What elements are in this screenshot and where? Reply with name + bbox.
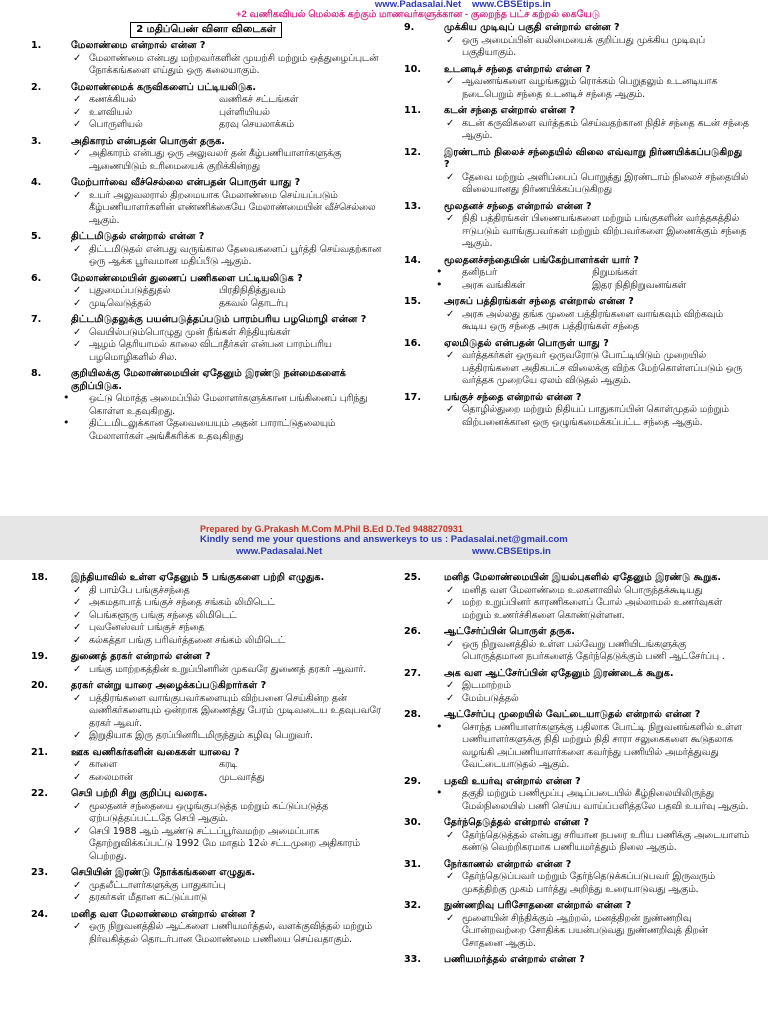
page-header: [0, 0, 768, 20]
question-number: 10.: [404, 63, 421, 75]
question-number: 9.: [404, 22, 415, 33]
answer-item: [400, 585, 750, 598]
question-number: 22.: [31, 788, 48, 799]
answer-text: புவனேஸ்வர் பங்குச் சந்தை: [89, 622, 205, 633]
check-icon: ✓: [446, 692, 455, 704]
question-text: இரண்டாம் நிலைச் சந்தையில் விலை எவ்வாறு நிர்ணயிக்கப்படுகிறது ?: [444, 146, 743, 170]
check-icon: ✓: [446, 404, 455, 415]
question: [27, 747, 385, 760]
pair-left: முடிவெடுத்தல்: [89, 297, 151, 309]
question-text: அக வள ஆட்சேர்ப்பின் ஏதேனும் இரண்டைக் கூறுக.: [444, 667, 674, 679]
check-icon: ✓: [73, 243, 82, 255]
answer-item: [27, 148, 385, 173]
check-icon: ✓: [73, 800, 82, 812]
check-icon: ✓: [73, 148, 82, 159]
question-text: ஊக வணிகர்களின் வகைகள் யாவை ?: [71, 746, 240, 758]
answer-item: [400, 913, 750, 951]
question: [27, 177, 385, 190]
answer-item: [400, 680, 750, 693]
check-icon: ✓: [73, 771, 82, 783]
check-icon: ✓: [73, 609, 82, 621]
question-number: 23.: [31, 867, 48, 878]
pair-left: அரசு வங்கிகள்: [462, 279, 526, 291]
check-icon: ✓: [73, 106, 82, 118]
question-number: 7.: [31, 314, 42, 325]
check-icon: ✓: [73, 892, 82, 903]
question-text: மனித வள மேலாண்மை என்றால் என்ன ?: [71, 908, 256, 920]
pair-right: கரடி: [219, 759, 238, 770]
check-icon: ✓: [446, 871, 455, 882]
question-text: மேலாண்மை என்றால் என்ன ?: [71, 40, 206, 51]
question: [400, 296, 750, 309]
answer-item: [27, 418, 385, 443]
answer-item: [27, 327, 385, 340]
answer-item: [400, 76, 750, 101]
answer-text: தேர்ந்தெடுத்தல் என்பது சரியான நபரை உரிய பணிக்கு அடையாளம் கண்டு வெற்றிகரமாக பணியமர்த்தும் நிலை ஆகும்.: [462, 829, 750, 853]
question: [400, 900, 750, 913]
answer-item: [27, 826, 385, 864]
check-icon: ✓: [446, 597, 455, 608]
question-text: திட்டமிடுதலுக்கு பயன்படுத்தப்படும் பாரம்பரிய பழமொழி என்ன ?: [71, 314, 367, 325]
question-number: 16.: [404, 337, 421, 349]
pair-right: தகவல் தொடர்பு: [219, 297, 288, 309]
check-icon: ✓: [73, 326, 82, 338]
check-icon: ✓: [73, 921, 82, 932]
check-icon: ✓: [73, 634, 82, 646]
left-column: [27, 572, 385, 950]
answer-item: [27, 921, 385, 946]
answer-pair: [27, 285, 385, 298]
check-icon: ✓: [73, 119, 82, 130]
question-text: மேற்பார்வை வீச்செல்லை என்பதன் பொருள் யாது ?: [71, 177, 301, 188]
answer-text: உயர் அலுவலரால் திறமையாக மேலாண்மை செய்யப்படும் கீழ்பணியாளர்களின் எண்ணிக்கையே மேலாண்மையின் வீச்செல்லை ஆகும்.: [89, 189, 376, 226]
question-text: மூலதனச் சந்தை என்றால் என்ன ?: [444, 200, 592, 212]
answer-item: [27, 53, 385, 78]
question-text: மனித மேலாண்மையின் இயல்புகளில் ஏதேனும் இரண்டு கூறுக.: [444, 572, 722, 583]
question: [400, 255, 750, 268]
spacer: [27, 443, 385, 447]
question-text: மேலாண்மையின் துணைப் பணிகளை பட்டியலிடுக ?: [71, 272, 303, 284]
question: [27, 136, 385, 149]
question-text: உடனடிச் சந்தை என்றால் என்ன ?: [444, 63, 591, 75]
check-icon: ✓: [446, 308, 455, 320]
bullet-icon: •: [436, 786, 443, 799]
question: [400, 668, 750, 681]
question: [27, 40, 385, 53]
check-icon: ✓: [73, 730, 82, 741]
answer-text: சொந்த பணியாளர்களுக்கு பதிலாக போட்டி நிறுவனங்களில் உள்ள பணியாளர்களுக்கு நிதி மற்றும் நிதி சாரா சலுகைகளை கூடுதலாக வழங்கி அப்பணியாளர்களை கவர்ந்து பணியில் அமர்த்துவது வேட்டையாடுதல் ஆகும்.: [462, 721, 742, 770]
answer-item: [27, 597, 385, 610]
answer-text: வர்த்தகர்கள் ஒருவர் ஒருவரோடு போட்டியிடும் முறையில் பத்திரங்களை அதிகபட்ச விலைக்கு விற்க மேற்கொள்ளப்படும் ஒரு வர்த்தக முறையே ஏலம் விடுதல் ஆகும்.: [462, 350, 743, 386]
question: [400, 572, 750, 585]
answer-item: [27, 610, 385, 623]
check-icon: ✓: [73, 189, 82, 201]
document-page-2: [0, 560, 768, 1024]
question-number: 28.: [404, 709, 421, 720]
answer-text: நிதி பத்திரங்கள் பிணையங்களை மற்றும் பங்குகளின் வர்த்தகத்தில் ஈடுபடும் வாங்குபவர்கள் மற்றும் விற்பவர்களை இணைக்கும் சந்தை ஆகும்.: [462, 213, 747, 249]
question: [27, 788, 385, 801]
spacer: [400, 429, 750, 433]
check-icon: ✓: [73, 339, 82, 350]
question: [400, 22, 750, 35]
answer-text: தரகர்கள் மீதான கட்டுப்பாடு: [89, 892, 207, 903]
question: [400, 338, 750, 351]
question-text: செபி பற்றி சிறு குறிப்பு வரைக.: [71, 788, 208, 799]
question: [400, 626, 750, 639]
question-text: பங்குச் சந்தை என்றால் என்ன ?: [444, 391, 582, 403]
answer-text: ஒரு நிறுவனத்தில் உள்ள பல்வேறு பணியிடங்களுக்கு பொருத்தமான நபர்களைத் தேர்ந்தெடுக்கும் பணி ஆட்சேர்ப்பு .: [462, 638, 725, 662]
site-right-2: www.CBSEtips.in: [472, 546, 551, 557]
question-text: அதிகாரம் என்பதன் பொருள் தருக.: [71, 135, 225, 147]
right-column: [400, 572, 750, 971]
question: [400, 954, 750, 967]
tagline: +2 வணிகவியல் மெல்லக் கற்கும் மாணவர்களுக்கான - குறைந்த பட்ச கற்றல் கையேடு: [236, 9, 601, 20]
answer-text: தகுதி மற்றும் பணிமூப்பு அடிப்படையில் கீழ்நிலையிலிருந்து மேல்நிலையில் பணி செய்ய வாய்ப்பளித்தலே பதவி உயர்வு ஆகும்.: [462, 788, 749, 812]
question-number: 12.: [404, 146, 421, 158]
question: [27, 368, 385, 393]
spacer: [27, 946, 385, 950]
answer-pair: [27, 119, 385, 132]
question-number: 1.: [31, 40, 42, 51]
check-icon: ✓: [73, 597, 82, 608]
answer-text: தி பாம்பே பங்குச்சந்தை: [89, 584, 190, 596]
answer-item: [400, 404, 750, 429]
check-icon: ✓: [446, 912, 455, 924]
answer-text: மேம்படுத்தல்: [462, 692, 519, 704]
answer-text: செபி 1988 ஆம் ஆண்டு சட்டப்பூர்வமற்ற அமைப்பாக தோற்றுவிக்கப்பட்டு 1992 மே மாதம் 12ல் சட்டமுறை அதிகாரம் பெற்றது.: [89, 825, 360, 862]
question-number: 26.: [404, 626, 421, 637]
check-icon: ✓: [446, 34, 455, 46]
answer-text: தேர்ந்தெடுப்பவர் மற்றும் தேர்ந்தெடுக்கப்படுபவர் இருவரும் முகத்திற்கு முகம் பார்த்து அறிந்து உரையாடுவது ஆகும்.: [462, 871, 716, 895]
question-text: பணியமர்த்தல் என்றால் என்ன ?: [444, 954, 585, 965]
answer-text: ஆழம் தெரியாமல் காலை விடாதீர்கள் என்பன பாரம்பரிய பழமொழிகளில் சில.: [89, 339, 332, 363]
bullet-icon: •: [63, 391, 70, 404]
answer-text: ஒட்டு மொத்த அமைப்பில் மேலாளர்களுக்கான பங்கினைப் புரிந்து கொள்ள உதவுகிறது.: [89, 393, 368, 417]
check-icon: ✓: [73, 622, 82, 633]
answer-pair: [27, 759, 385, 772]
check-icon: ✓: [73, 692, 82, 704]
check-icon: ✓: [73, 94, 82, 105]
answer-item: [400, 719, 750, 772]
answer-text: மனித வள மேலாண்மை உலகளாவில் பொருந்தக்கூடியது: [462, 584, 703, 596]
question-text: பதவி உயர்வு என்றால் என்ன ?: [444, 775, 581, 787]
question: [27, 231, 385, 244]
answer-item: [400, 597, 750, 622]
question-number: 13.: [404, 200, 421, 212]
question-text: தரகர் என்று யாரை அழைக்கப்படுகிறார்கள் ?: [71, 680, 267, 691]
answer-item: [27, 190, 385, 228]
question: [400, 392, 750, 405]
spacer: [400, 967, 750, 971]
answer-text: ஒரு அமைப்பின் வலிமையைக் குறிப்பது முக்கிய முடிவுப் பகுதியாகும்.: [462, 34, 706, 58]
pair-right: பிரதிநிதித்துவம்: [219, 285, 286, 296]
answer-text: திட்டமிடலுக்கான தேவையையும் அதன் பாராட்டுதலையும் மேலாளர்கள் அங்கீகரிக்க உதவுகிறது: [89, 418, 336, 442]
question-number: 21.: [31, 746, 48, 758]
question-text: மேலாண்மைக் கருவிகளைப் பட்டியலிடுக.: [71, 81, 257, 93]
question: [27, 651, 385, 664]
check-icon: ✓: [446, 117, 455, 129]
question: [400, 817, 750, 830]
pair-left: தனிநபர்: [462, 267, 497, 278]
question: [400, 709, 750, 722]
bullet-icon: •: [63, 416, 70, 429]
answer-item: [400, 172, 750, 197]
pair-left: கலைமான்: [89, 771, 133, 783]
question-text: அரசுப் பத்திரங்கள் சந்தை என்றால் என்ன ?: [444, 296, 634, 307]
answer-item: [27, 635, 385, 648]
answer-item: [400, 309, 750, 334]
answer-item: [400, 639, 750, 664]
answer-item: [400, 213, 750, 251]
question-text: ஏலமிடுதல் என்பதன் பொருள் யாது ?: [444, 337, 609, 349]
answer-text: பெங்களூரு பங்கு சந்தை லிமிடெட்: [89, 609, 237, 621]
answer-text: இறுதியாக இரு தரப்பினரிடமிருந்தும் கழிவு பெறுவர்.: [89, 730, 313, 741]
answer-item: [27, 880, 385, 893]
answer-item: [27, 892, 385, 905]
question: [27, 314, 385, 327]
site-right: www.CBSEtips.in: [472, 0, 551, 10]
question-number: 14.: [404, 254, 421, 266]
question-text: துணைத் தரகர் என்றால் என்ன ?: [71, 651, 211, 662]
check-icon: ✓: [446, 171, 455, 183]
answer-text: கல்கத்தா பங்கு பரிவர்த்தனை சங்கம் லிமிடெட்: [89, 634, 286, 646]
question-text: நுண்ணறிவு பரிசோதனை என்றால் என்ன ?: [444, 900, 632, 911]
check-icon: ✓: [446, 680, 455, 691]
answer-item: [27, 393, 385, 418]
prepared-by: Prepared by G.Prakash M.Com M.Phil B.Ed D.Ted 9488270931: [200, 524, 463, 534]
question-text: ஆட்சேர்ப்பு முறையில் வேட்டையாடுதல் என்றால் என்ன ?: [444, 709, 701, 720]
answer-text: ஒரு நிறுவனத்தில் ஆட்களை பணியமர்த்தல், வளக்குவித்தல் மற்றும் நிர்வகித்தல் தொடர்பான மேலாண்மை பணியை செய்வதாகும்.: [89, 921, 372, 945]
check-icon: ✓: [73, 52, 82, 64]
question-number: 11.: [404, 105, 421, 116]
question-number: 31.: [404, 858, 421, 870]
left-column: [27, 22, 385, 447]
question: [27, 572, 385, 585]
question-number: 15.: [404, 296, 421, 307]
pair-right: வணிகச் சட்டங்கள்: [219, 94, 299, 105]
answer-pair: [400, 277, 750, 293]
right-column: [400, 22, 750, 433]
check-icon: ✓: [73, 663, 82, 675]
pair-right: புள்ளியியல்: [219, 106, 270, 118]
answer-text: அகமதாபாத் பங்குச் சந்தை சங்கம் லிமிடெட்: [89, 597, 276, 608]
check-icon: ✓: [446, 638, 455, 650]
question-number: 29.: [404, 775, 421, 787]
question-number: 33.: [404, 954, 421, 965]
answer-pair: [27, 772, 385, 785]
question-text: ஆட்சேர்ப்பின் பொருள் தருக.: [444, 626, 575, 637]
site-left: www.Padasalai.Net: [374, 0, 462, 10]
check-icon: ✓: [73, 879, 82, 891]
answer-text: வெயில்படும்பொழுது முன் நீங்கள் சிந்தியுங்கள்: [89, 326, 291, 338]
answer-item: [400, 871, 750, 896]
answer-item: [27, 622, 385, 635]
answer-text: பத்திரங்களை வாங்குபவர்களையும் விற்பனை செய்கின்ற தன் வணிகர்களையும் ஒன்றாக இணைத்து பேரம் முடிவடைய உதவுபவரே தரகர் ஆவர்.: [89, 692, 381, 729]
question-number: 20.: [31, 680, 48, 691]
check-icon: ✓: [73, 759, 82, 770]
answer-text: அதிகாரம் என்பது ஒரு அலுவலர் தன் கீழ்பணியாளர்களுக்கு ஆணையிடும் உரிமையைக் குறிக்கின்றது: [89, 148, 342, 172]
answer-item: [27, 801, 385, 826]
pair-right: முடவாத்து: [219, 771, 265, 783]
page-footer: [0, 520, 768, 560]
answer-text: அரசு அல்லது தங்க முனை பத்திரங்களை வாங்கவும் விற்கவும் கூடிய ஒரு சந்தை அரசு பத்திரங்கள் சந்தை: [462, 308, 724, 332]
answer-item: [400, 350, 750, 388]
pair-left: காளை: [89, 759, 117, 770]
bullet-icon: •: [436, 277, 443, 291]
answer-text: பங்கு மாற்றகத்தின் உறுப்பினரின் முகவரே துணைத் தரகர் ஆவார்.: [89, 663, 367, 675]
answer-pair: [27, 107, 385, 120]
question-text: திட்டமிடுதல் என்றால் என்ன ?: [71, 231, 205, 242]
site-left-2: www.Padasalai.Net: [236, 546, 323, 557]
answer-text: கடன் கருவிகளை வர்த்தகம் செய்வதற்கான நிதிச் சந்தை கடன் சந்தை ஆகும்.: [462, 117, 749, 141]
question-number: 19.: [31, 651, 48, 662]
question-text: மூலதனச்சந்தையின் பங்கேற்பாளர்கள் யார் ?: [444, 254, 639, 266]
question: [400, 64, 750, 77]
answer-text: மற்ற உறுப்பினர் காரணிகளைப் போல் அல்லாமல் உணர்வுகள் மற்றும் உணர்ச்சிகளை கொண்டுள்ளன.: [462, 597, 723, 621]
answer-item: [27, 664, 385, 677]
question: [400, 776, 750, 789]
section-title: 2 மதிப்பெண் வினா விடைகள்: [130, 22, 282, 38]
question: [400, 105, 750, 118]
answer-text: ஆவணங்களை வழங்கலும் ரொக்கம் பெறுதலும் உடனடியாக நடைபெறும் சந்தை உடனடிச் சந்தை ஆகும்.: [462, 76, 718, 100]
question-number: 17.: [404, 391, 421, 403]
check-icon: ✓: [446, 350, 455, 361]
answer-text: முதலீட்டாளர்களுக்கு பாதுகாப்பு: [89, 879, 226, 891]
question-number: 5.: [31, 231, 42, 242]
answer-item: [400, 693, 750, 706]
answer-item: [27, 585, 385, 598]
answer-item: [27, 339, 385, 364]
check-icon: ✓: [446, 76, 455, 87]
answer-item: [400, 830, 750, 855]
answer-pair: [400, 267, 750, 280]
answer-text: தேவை மற்றும் அளிப்பைப் பொறுத்து இரண்டாம் நிலைச் சந்தையில் விலையானது நிர்ணயிக்கப்படுகிறது: [462, 171, 749, 195]
answer-item: [400, 118, 750, 143]
pair-left: கணக்கியல்: [89, 94, 137, 105]
check-icon: ✓: [73, 285, 82, 296]
question: [27, 909, 385, 922]
question: [400, 147, 750, 172]
question-text: இந்தியாவில் உள்ள ஏதேனும் 5 பங்குகளை பற்றி எழுதுக.: [71, 572, 325, 583]
answer-item: [27, 730, 385, 743]
question: [400, 859, 750, 872]
question-number: 25.: [404, 572, 421, 583]
question-text: குறியிலக்கு மேலாண்மையின் ஏதேனும் இரண்டு நன்மைகளைக் குறிப்பிடுக.: [71, 368, 346, 392]
question-number: 32.: [404, 900, 421, 911]
check-icon: ✓: [446, 829, 455, 841]
question: [27, 273, 385, 286]
question-number: 30.: [404, 817, 421, 828]
answer-text: மேலாண்மை என்பது மற்றவர்களின் முயற்சி மற்றும் ஒத்துழைப்புடன் நோக்கங்களை எய்தும் ஒரு கலையாகும்.: [89, 52, 379, 76]
answer-item: [400, 35, 750, 60]
pair-left: உளவியல்: [89, 106, 133, 118]
check-icon: ✓: [446, 213, 455, 224]
answer-text: திட்டமிடுதல் என்பது வருங்கால தேவைகளைப் பூர்த்தி செய்வதற்கான ஒரு ஆக்க பூர்வமான மதிப்பீடு ஆகும்.: [89, 243, 382, 267]
question-number: 3.: [31, 135, 42, 147]
question: [400, 201, 750, 214]
question-number: 6.: [31, 272, 42, 284]
question-text: தேர்ந்தெடுத்தல் என்றால் என்ன ?: [444, 817, 589, 828]
question-number: 24.: [31, 908, 48, 920]
check-icon: ✓: [73, 825, 82, 837]
send-note: Kindly send me your questions and answerkeys to us : Padasalai.net@gmail.com: [200, 534, 568, 545]
pair-right: இதர நிதிநிறுவனங்கள்: [592, 279, 687, 291]
question-text: கடன் சந்தை என்றால் என்ன ?: [444, 105, 576, 116]
question-number: 2.: [31, 81, 42, 93]
check-icon: ✓: [73, 297, 82, 309]
question: [27, 82, 385, 95]
pair-right: நிறுமங்கள்: [592, 267, 638, 278]
answer-text: இடமாற்றம்: [462, 680, 511, 691]
answer-text: மூலதனச் சந்தையை ஒழுங்குபடுத்த மற்றும் கட்டுப்படுத்த ஏற்படுத்தப்பட்டதே செபி ஆகும்.: [89, 800, 329, 824]
answer-item: [400, 788, 750, 813]
check-icon: ✓: [446, 584, 455, 596]
question-number: 27.: [404, 667, 421, 679]
answer-item: [27, 244, 385, 269]
question-number: 18.: [31, 572, 48, 583]
answer-text: தொழில்துறை மற்றும் நிதியப் பாதுகாப்பின் கொள்முதல் மற்றும் விற்பனைக்கான ஒரு ஒழுங்கமைக்கப்பட்ட சந்தை ஆகும்.: [462, 404, 729, 428]
question-text: நேர்காணல் என்றால் என்ன ?: [444, 858, 572, 870]
pair-left: பொருளியல்: [89, 119, 143, 130]
answer-pair: [27, 94, 385, 107]
answer-pair: [27, 298, 385, 311]
question-number: 8.: [31, 368, 42, 379]
question: [27, 867, 385, 880]
bullet-icon: •: [436, 265, 443, 278]
question: [27, 680, 385, 693]
check-icon: ✓: [73, 584, 82, 596]
question-number: 4.: [31, 177, 42, 188]
answer-item: [27, 693, 385, 731]
answer-text: மூளையின் சிந்திக்கும் ஆற்றல், மனத்திறன் நுண்ணறிவு போன்றவற்றை சோதிக்க பயன்படுவது நுண்ணறிவுத் திறன் சோதனை ஆகும்.: [462, 912, 708, 949]
question-text: செபியின் இரண்டு நோக்கங்களை எழுதுக.: [71, 867, 256, 878]
pair-left: புதுமைப்படுத்துதல்: [89, 285, 171, 296]
bullet-icon: •: [436, 719, 443, 733]
pair-right: தரவு செயலாக்கம்: [219, 119, 295, 130]
question-text: முக்கிய முடிவுப் பகுதி என்றால் என்ன ?: [444, 22, 620, 33]
